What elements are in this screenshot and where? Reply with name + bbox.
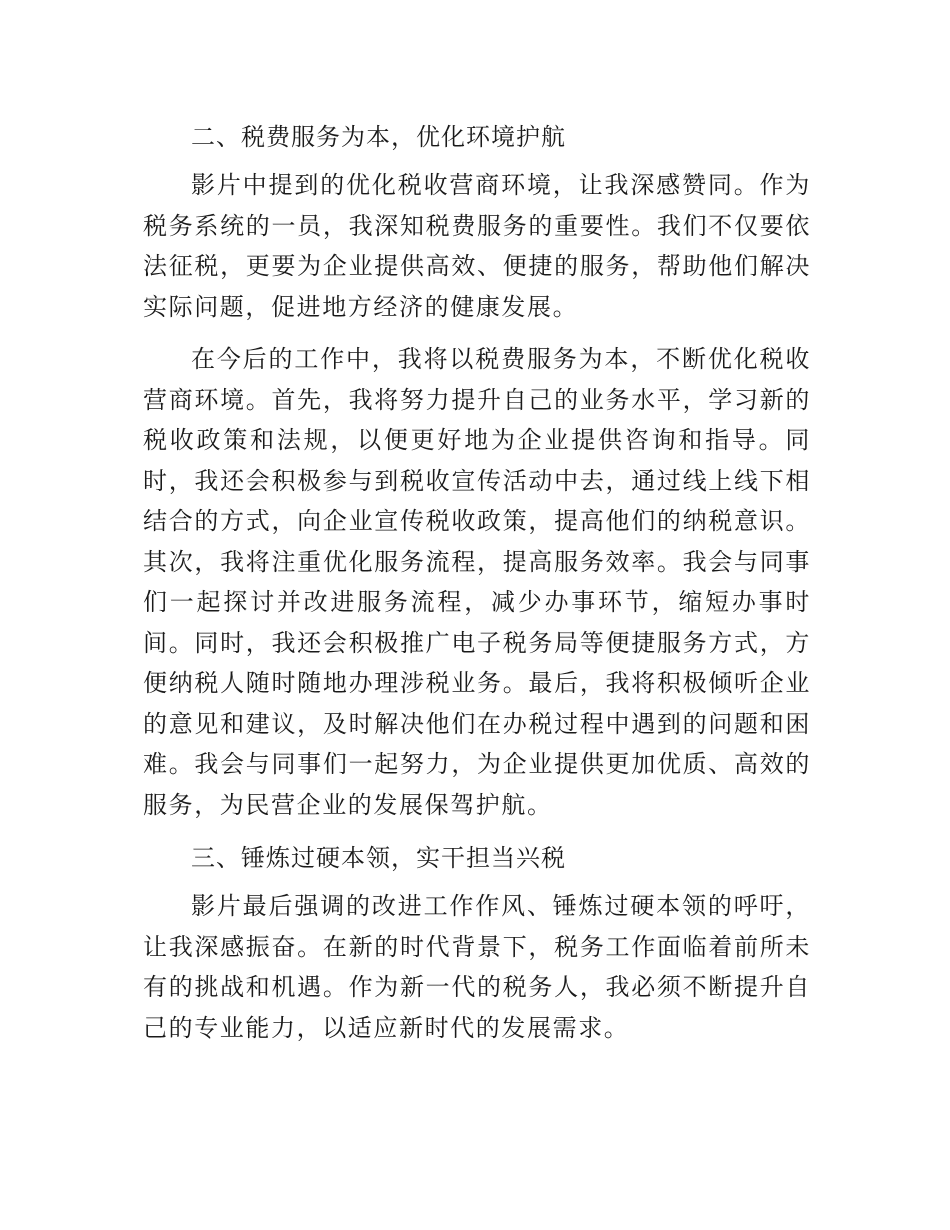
section-2-paragraph-1: 影片中提到的优化税收营商环境，让我深感赞同。作为税务系统的一员，我深知税费服务的重要性。我们不仅要依法征税，更要为企业提供高效、便捷的服务，帮助他们解决实际问题，促进地方经济的健康发展。 bbox=[143, 171, 811, 321]
section-heading-2: 二、税费服务为本，优化环境护航 bbox=[191, 123, 566, 151]
section-3-paragraph-1: 影片最后强调的改进工作作风、锤炼过硬本领的呼吁，让我深感振奋。在新的时代背景下，税务工作面临着前所未有的挑战和机遇。作为新一代的税务人，我必须不断提升自己的专业能力，以适应新时代的发展需求。 bbox=[143, 892, 811, 1042]
document-body bbox=[143, 114, 811, 1048]
section-heading-3: 三、锤炼过硬本领，实干担当兴税 bbox=[191, 844, 566, 872]
section-2-paragraph-2: 在今后的工作中，我将以税费服务为本，不断优化税收营商环境。首先，我将努力提升自己的业务水平，学习新的税收政策和法规，以便更好地为企业提供咨询和指导。同时，我还会积极参与到税收宣传活动中去，通过线上线下相结合的方式，向企业宣传税收政策，提高他们的纳税意识。其次，我将注重优化服务流程，提高服务效率。我会与同事们一起探讨并改进服务流程，减少办事环节，缩短办事时间。同时，我还会积极推广电子税务局等便捷服务方式，方便纳税人随时随地办理涉税业务。最后，我将积极倾听企业的意见和建议，及时解决他们在办税过程中遇到的问题和困难。我会与同事们一起努力，为企业提供更加优质、高效的服务，为民营企业的发展保驾护航。 bbox=[143, 345, 811, 819]
